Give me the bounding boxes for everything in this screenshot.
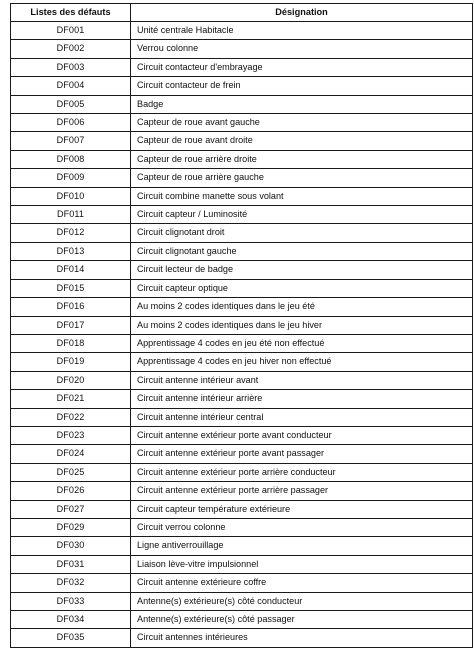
table-row [11,426,473,444]
fault-code-cell: DF033 [11,592,131,610]
table-row [11,77,473,95]
table-row [11,95,473,113]
table-row [11,242,473,260]
fault-code-cell: DF034 [11,611,131,629]
table-row [11,518,473,536]
table-row [11,114,473,132]
designation-cell: Circuit contacteur de frein [131,77,473,95]
table-row [11,298,473,316]
fault-code-cell: DF001 [11,22,131,40]
fault-code-cell: DF005 [11,95,131,113]
fault-code-cell: DF016 [11,298,131,316]
table-row [11,316,473,334]
fault-code-cell: DF006 [11,114,131,132]
designation-cell: Circuit clignotant droit [131,224,473,242]
designation-cell: Circuit antennes intérieures [131,629,473,647]
fault-code-cell: DF027 [11,500,131,518]
fault-code-cell: DF022 [11,408,131,426]
table-row [11,371,473,389]
table-row [11,629,473,647]
table-row [11,334,473,352]
designation-cell: Antenne(s) extérieure(s) côté conducteur [131,592,473,610]
table-row [11,353,473,371]
table-row [11,58,473,76]
table-row [11,22,473,40]
fault-code-cell: DF023 [11,426,131,444]
fault-codes-table [10,3,473,648]
designation-cell: Circuit antenne intérieur avant [131,371,473,389]
designation-cell: Circuit contacteur d'embrayage [131,58,473,76]
header-fault-list: Listes des défauts [11,4,131,22]
designation-cell: Circuit capteur / Luminosité [131,206,473,224]
fault-code-cell: DF004 [11,77,131,95]
table-row [11,445,473,463]
designation-cell: Capteur de roue arrière droite [131,150,473,168]
designation-cell: Circuit antenne extérieure coffre [131,574,473,592]
table-row [11,574,473,592]
designation-cell: Antenne(s) extérieure(s) côté passager [131,611,473,629]
fault-code-cell: DF017 [11,316,131,334]
table-row [11,40,473,58]
fault-code-cell: DF012 [11,224,131,242]
designation-cell: Apprentissage 4 codes en jeu hiver non effectué [131,353,473,371]
designation-cell: Circuit clignotant gauche [131,242,473,260]
table-row [11,206,473,224]
designation-cell: Circuit antenne intérieur arrière [131,390,473,408]
designation-cell: Circuit antenne extérieur porte arrière conducteur [131,463,473,481]
table-row [11,463,473,481]
designation-cell: Ligne antiverrouillage [131,537,473,555]
table-row [11,537,473,555]
table-row [11,500,473,518]
fault-code-cell: DF020 [11,371,131,389]
table-header [11,4,473,22]
table-row [11,611,473,629]
fault-table-container [10,3,472,648]
fault-code-cell: DF019 [11,353,131,371]
table-row [11,150,473,168]
designation-cell: Liaison lève-vitre impulsionnel [131,555,473,573]
table-row [11,408,473,426]
designation-cell: Circuit antenne intérieur central [131,408,473,426]
fault-code-cell: DF010 [11,187,131,205]
fault-code-cell: DF018 [11,334,131,352]
header-designation: Désignation [131,4,473,22]
fault-code-cell: DF021 [11,390,131,408]
table-row [11,169,473,187]
designation-cell: Badge [131,95,473,113]
designation-cell: Capteur de roue avant droite [131,132,473,150]
table-row [11,224,473,242]
designation-cell: Circuit antenne extérieur porte arrière passager [131,482,473,500]
fault-code-cell: DF025 [11,463,131,481]
designation-cell: Unité centrale Habitacle [131,22,473,40]
designation-cell: Au moins 2 codes identiques dans le jeu hiver [131,316,473,334]
fault-code-cell: DF007 [11,132,131,150]
table-row [11,187,473,205]
fault-code-cell: DF013 [11,242,131,260]
table-row [11,390,473,408]
designation-cell: Circuit combine manette sous volant [131,187,473,205]
table-row [11,555,473,573]
fault-code-cell: DF026 [11,482,131,500]
fault-code-cell: DF014 [11,261,131,279]
designation-cell: Verrou colonne [131,40,473,58]
table-body [11,22,473,648]
table-row [11,482,473,500]
fault-code-cell: DF011 [11,206,131,224]
designation-cell: Capteur de roue arrière gauche [131,169,473,187]
table-row [11,279,473,297]
fault-code-cell: DF003 [11,58,131,76]
fault-code-cell: DF032 [11,574,131,592]
table-row [11,132,473,150]
designation-cell: Circuit antenne extérieur porte avant conducteur [131,426,473,444]
fault-code-cell: DF024 [11,445,131,463]
fault-code-cell: DF009 [11,169,131,187]
table-row [11,592,473,610]
fault-code-cell: DF002 [11,40,131,58]
designation-cell: Circuit lecteur de badge [131,261,473,279]
designation-cell: Circuit verrou colonne [131,518,473,536]
fault-code-cell: DF031 [11,555,131,573]
designation-cell: Circuit capteur température extérieure [131,500,473,518]
fault-code-cell: DF035 [11,629,131,647]
fault-code-cell: DF029 [11,518,131,536]
designation-cell: Circuit capteur optique [131,279,473,297]
header-row [11,4,473,22]
table-row [11,261,473,279]
designation-cell: Circuit antenne extérieur porte avant passager [131,445,473,463]
designation-cell: Au moins 2 codes identiques dans le jeu été [131,298,473,316]
fault-code-cell: DF030 [11,537,131,555]
fault-code-cell: DF015 [11,279,131,297]
designation-cell: Apprentissage 4 codes en jeu été non effectué [131,334,473,352]
designation-cell: Capteur de roue avant gauche [131,114,473,132]
fault-code-cell: DF008 [11,150,131,168]
